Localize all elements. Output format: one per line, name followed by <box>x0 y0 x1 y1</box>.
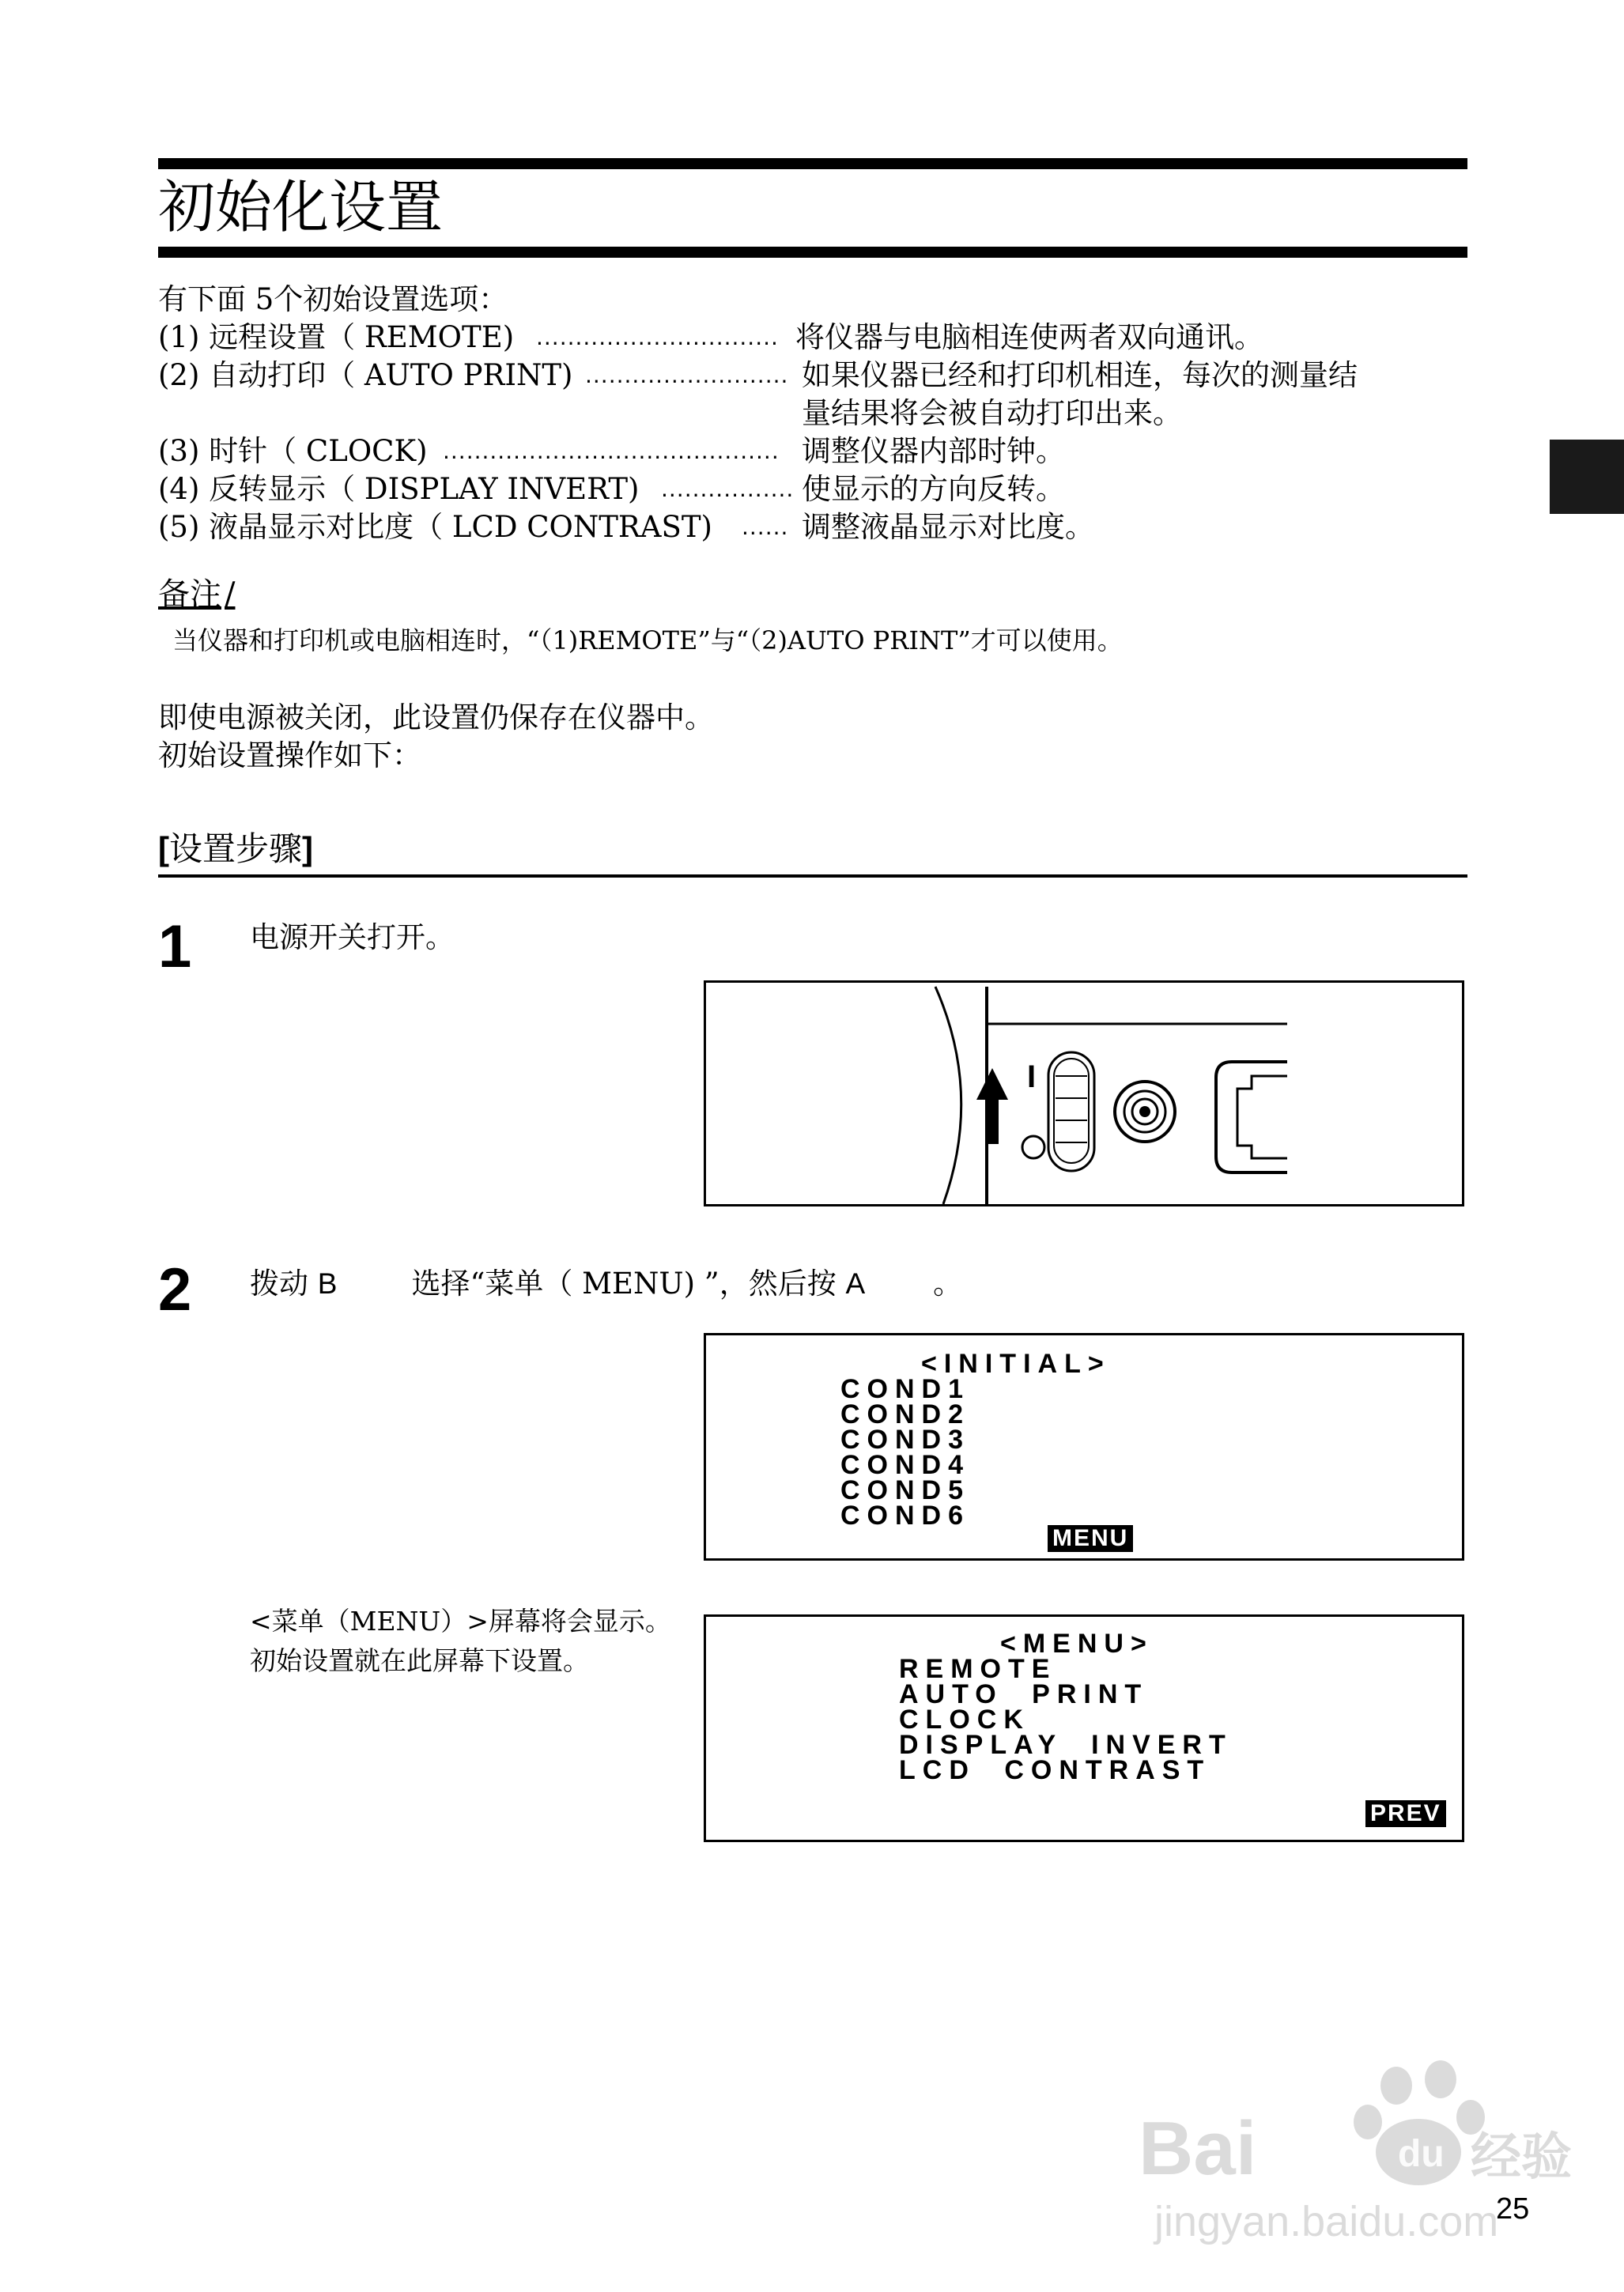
menu-caption-line-1: <菜单（MENU）>屏幕将会显示。 <box>250 1606 671 1637</box>
option-description: 如果仪器已经和打印机相连，每次的测量结 <box>802 358 1358 392</box>
section-bracket-open: [ <box>158 830 169 867</box>
intro-text: 有下面 5个初始设置选项： <box>158 282 508 316</box>
option-leader: ............................... <box>536 324 779 350</box>
section-rule <box>158 874 1467 878</box>
note-heading-mark: / <box>225 576 236 613</box>
section-tab-marker <box>1550 440 1624 514</box>
lcd-menu-item: LCD CONTRAST <box>899 1755 1211 1785</box>
lcd-softkey-menu: MENU <box>1048 1525 1133 1552</box>
step-number-1: 1 <box>158 913 192 980</box>
option-label: (1) 远程设置（ REMOTE) <box>158 320 515 354</box>
option-row-display-invert <box>158 470 1423 508</box>
step-number-2: 2 <box>158 1256 192 1323</box>
lcd-menu-item: AUTO PRINT <box>899 1679 1149 1709</box>
lcd-screen-title: <MENU> <box>1000 1629 1154 1659</box>
power-switch-illustration <box>706 983 1462 1204</box>
note-heading <box>158 576 235 614</box>
lcd-screen-menu <box>704 1614 1464 1842</box>
lcd-menu-item: REMOTE <box>899 1654 1057 1684</box>
section-bracket-close: ] <box>302 830 314 867</box>
option-label: (5) 液晶显示对比度（ LCD CONTRAST) <box>158 510 712 544</box>
lcd-menu-item: COND4 <box>840 1450 971 1480</box>
option-description: 使显示的方向反转。 <box>802 472 1065 506</box>
lcd-menu-item: COND2 <box>840 1399 971 1429</box>
lcd-menu-item: COND6 <box>840 1501 971 1531</box>
option-label: (3) 时针（ CLOCK) <box>158 434 428 468</box>
option-description: 调整仪器内部时钟。 <box>802 434 1065 468</box>
note-heading-label: 备注 <box>158 576 221 613</box>
step-text-2 <box>250 1265 962 1303</box>
lcd-softkey-prev: PREV <box>1365 1800 1446 1827</box>
option-row-auto-print <box>158 357 1423 395</box>
step-text-part: 选择“菜单（ MENU) ”，然后按 <box>411 1267 846 1301</box>
key-b-label: B <box>317 1267 338 1300</box>
lcd-menu-item: COND3 <box>840 1425 971 1455</box>
header-top-rule <box>158 158 1467 169</box>
lcd-menu-item: COND1 <box>840 1374 971 1404</box>
paragraph-line-1: 即使电源被关闭，此设置仍保存在仪器中。 <box>158 700 714 734</box>
option-label: (4) 反转显示（ DISPLAY INVERT) <box>158 472 640 506</box>
switch-on-label: I <box>1027 1059 1037 1094</box>
option-label: (2) 自动打印（ AUTO PRINT) <box>158 358 573 392</box>
step-text-part: 。 <box>933 1267 963 1301</box>
watermark-du: du <box>1398 2133 1445 2175</box>
lcd-screen-initial <box>704 1333 1464 1561</box>
step-text-part: 拨动 <box>250 1267 318 1301</box>
option-leader: .......................... <box>585 362 789 388</box>
lcd-screen-title: <INITIAL> <box>921 1349 1111 1379</box>
watermark-brand-cn: 经验 <box>1471 2128 1572 2187</box>
option-row-lcd-contrast <box>158 508 1423 546</box>
watermark-url: jingyan.baidu.com <box>1154 2198 1499 2245</box>
paragraph-line-2: 初始设置操作如下： <box>158 738 421 772</box>
section-heading <box>158 827 313 871</box>
option-row-remote <box>158 319 1423 357</box>
step-text-1: 电源开关打开。 <box>250 920 455 954</box>
header-bottom-rule <box>158 247 1467 258</box>
option-description-cont: 量结果将会被自动打印出来。 <box>802 396 1182 430</box>
section-heading-label: 设置步骤 <box>169 829 303 868</box>
page-title: 初始化设置 <box>158 174 444 240</box>
lcd-menu-item: CLOCK <box>899 1705 1030 1735</box>
lcd-menu-item: COND5 <box>840 1475 971 1505</box>
option-leader: ................. <box>661 476 795 502</box>
option-description: 调整液晶显示对比度。 <box>802 510 1094 544</box>
option-row-clock <box>158 432 1423 470</box>
device-illustration-frame <box>704 980 1464 1206</box>
option-row-auto-print-cont <box>158 395 1423 432</box>
option-leader: ...... <box>742 514 789 540</box>
key-a-label: A <box>845 1267 866 1300</box>
option-description: 将仪器与电脑相连使两者双向通讯。 <box>795 320 1263 354</box>
menu-caption-line-2: 初始设置就在此屏幕下设置。 <box>250 1645 589 1676</box>
note-text: 当仪器和打印机或电脑相连时，“（1)REMOTE”与“（2)AUTO PRINT”才可以使用。 <box>172 625 1123 655</box>
page-number: 25 <box>1496 2192 1530 2226</box>
lcd-menu-item: DISPLAY INVERT <box>899 1730 1233 1760</box>
option-leader: ........................................... <box>443 438 780 464</box>
watermark-brand: Bai <box>1139 2106 1257 2191</box>
